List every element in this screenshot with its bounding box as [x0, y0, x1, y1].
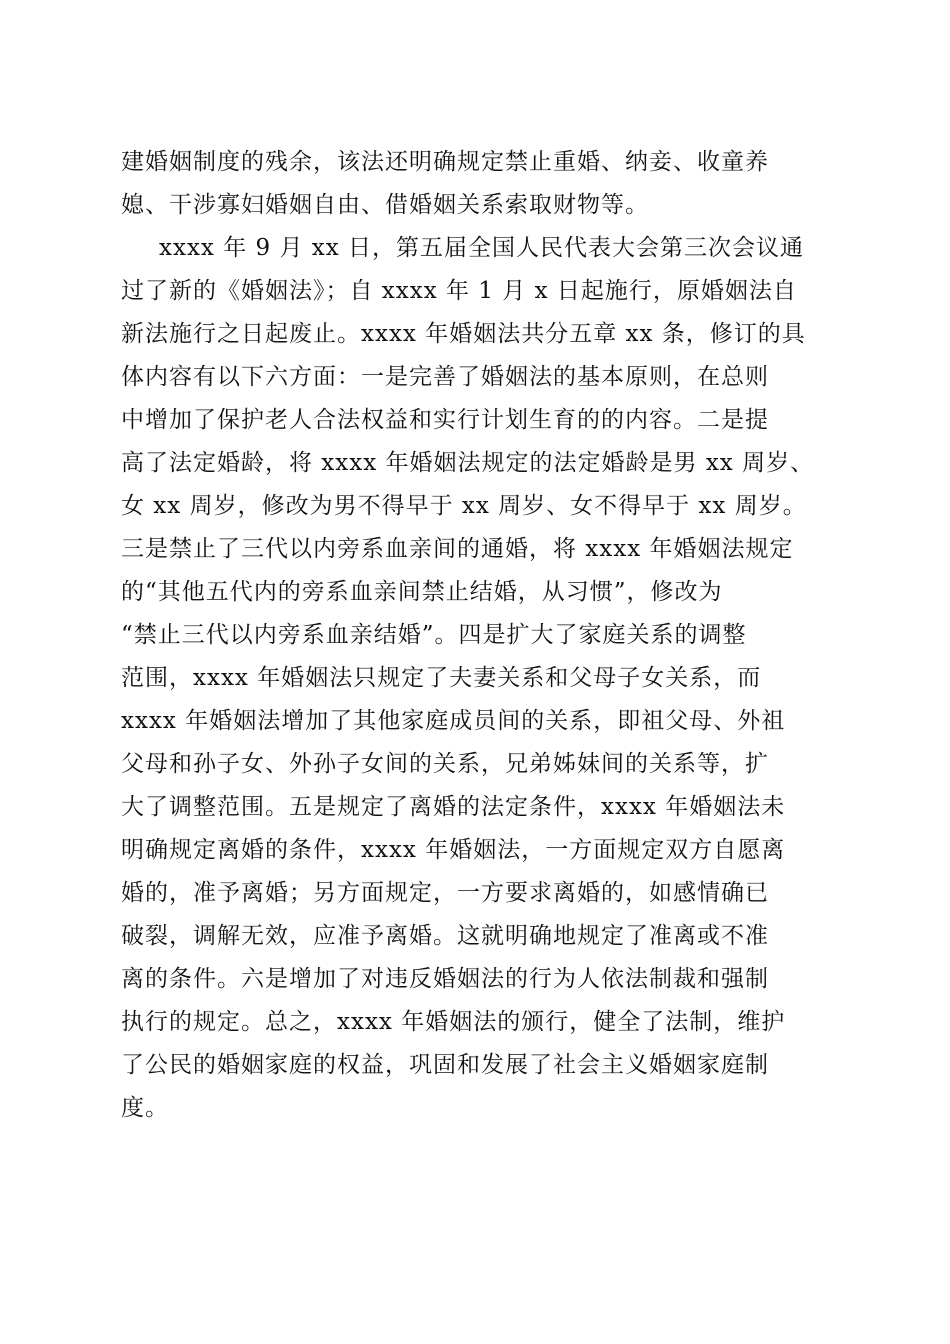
- text-line-7: 中增加了保护老人合法权益和实行计划生育的的内容。二是提: [121, 407, 769, 433]
- text-line-22: 了公民的婚姻家庭的权益，巩固和发展了社会主义婚姻家庭制: [121, 1052, 769, 1078]
- text-line-5: 新法施行之日起废止。xxxx 年婚姻法共分五章 xx 条，修订的具: [121, 321, 806, 347]
- text-line-18: 婚的，准予离婚；另方面规定，一方要求离婚的，如感情确已: [121, 880, 769, 906]
- text-line-1: 建婚姻制度的残余，该法还明确规定禁止重婚、纳妾、收童养: [121, 149, 769, 175]
- text-line-16: 大了调整范围。五是规定了离婚的法定条件，xxxx 年婚姻法未: [121, 794, 786, 820]
- body-text: [121, 141, 833, 1130]
- text-line-11: 的“其他五代内的旁系血亲间禁止结婚，从习惯”，修改为: [121, 579, 723, 605]
- text-line-19: 破裂，调解无效，应准予离婚。这就明确地规定了准离或不准: [121, 923, 769, 949]
- text-line-20: 离的条件。六是增加了对违反婚姻法的行为人依法制裁和强制: [121, 966, 769, 992]
- text-line-6: 体内容有以下六方面：一是完善了婚姻法的基本原则，在总则: [121, 364, 769, 390]
- text-line-17: 明确规定离婚的条件，xxxx 年婚姻法，一方面规定双方自愿离: [121, 837, 786, 863]
- text-line-9: 女 xx 周岁，修改为男不得早于 xx 周岁、女不得早于 xx 周岁。: [121, 493, 807, 519]
- text-line-10: 三是禁止了三代以内旁系血亲间的通婚，将 xxxx 年婚姻法规定: [121, 536, 794, 562]
- text-line-13: 范围，xxxx 年婚姻法只规定了夫妻关系和父母子女关系，而: [121, 665, 762, 691]
- text-line-3: xxxx 年 9 月 xx 日，第五届全国人民代表大会第三次会议通: [159, 235, 805, 261]
- text-line-4: 过了新的《婚姻法》；自 xxxx 年 1 月 x 日起施行，原婚姻法自: [121, 278, 797, 304]
- text-line-21: 执行的规定。总之，xxxx 年婚姻法的颁行，健全了法制，维护: [121, 1009, 786, 1035]
- text-line-14: xxxx 年婚姻法增加了其他家庭成员间的关系，即祖父母、外祖: [121, 708, 786, 734]
- text-line-12: “禁止三代以内旁系血亲结婚”。四是扩大了家庭关系的调整: [121, 622, 747, 648]
- text-line-2: 媳、干涉寡妇婚姻自由、借婚姻关系索取财物等。: [121, 192, 649, 218]
- text-line-23: 度。: [121, 1095, 169, 1121]
- text-line-8: 高了法定婚龄，将 xxxx 年婚姻法规定的法定婚龄是男 xx 周岁、: [121, 450, 815, 476]
- text-line-15: 父母和孙子女、外孙子女间的关系，兄弟姊妹间的关系等，扩: [121, 751, 769, 777]
